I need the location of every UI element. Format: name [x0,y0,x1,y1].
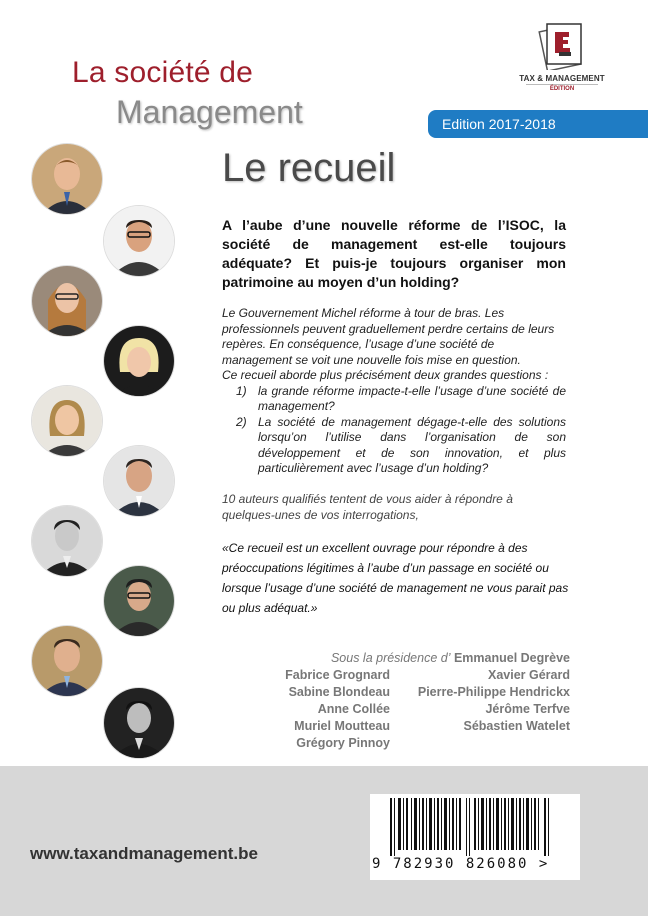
list-item: 2) La société de management dégage-t-elle des solutions lorsqu’on l’utilise dans l’organisation de son développement et de son innovation, et plus particulièrement avec l’usage d’un holding? [236,414,566,475]
authors-right-column [398,667,570,752]
author-portrait [32,386,102,456]
isbn-number: 9 782930 826080 > [372,856,550,872]
quote: «Ce recueil est un excellent ouvrage pour répondre à des préoccupations légitimes à l’aube d’un passage en société ou lorsque l’usage d’une société de management ne vous parait pas ou plus adéquat.» [222,541,569,615]
author-name: Pierre-Philippe Hendrickx [417,685,570,699]
barcode-icon [370,794,580,856]
author-portrait [32,144,102,214]
author-portrait [104,566,174,636]
list-item: 1) la grande réforme impacte-t-elle l’usage d’une société de management? [236,383,566,413]
cover-title-line1: La société de [72,56,254,89]
authors-left-column [270,667,390,752]
author-portrait [32,626,102,696]
publisher-logo-icon [537,18,587,70]
publisher-logo [512,18,612,92]
presidency-label: Sous la présidence d’ [330,651,451,665]
author-name: Jérôme Terfve [485,702,570,716]
body-intro: Le Gouvernement Michel réforme à tour de bras. Les professionnels peuvent graduellement perdre certains de leurs repères. En conséquence, l’usage d’une société de management se voit une nouvelle fois mise en question. [222,306,555,367]
author-portrait [104,688,174,758]
questions-list [222,384,566,477]
author-name: Xavier Gérard [488,668,570,682]
presidency-line [270,650,570,667]
authors-list [270,650,570,752]
author-portrait [104,446,174,516]
author-portrait [32,266,102,336]
website-url: www.taxandmanagement.be [30,844,258,863]
edition-badge: Edition 2017-2018 [428,110,648,138]
publisher-logo-sub: ÉDITION [526,84,598,92]
cover-subtitle: Le recueil [222,146,396,190]
lead-question: A l’aube d’une nouvelle réforme de l’ISOC, la société de management est-elle toujours adéquate? Et puis-je toujours organiser mon patrimoine au moyen d’un holding? [222,217,566,290]
author-name: Anne Collée [317,702,390,716]
body-text [222,306,566,477]
author-portrait [32,506,102,576]
questions-intro: Ce recueil aborde plus précisément deux grandes questions : [222,368,549,382]
publisher-logo-name: TAX & MANAGEMENT [519,74,605,83]
author-name: Sabine Blondeau [288,685,390,699]
author-name: Sébastien Watelet [463,719,570,733]
authors-intro: 10 auteurs qualifiés tentent de vous aider à répondre à quelques-unes de vos interrogations, [222,492,513,522]
author-name: Grégory Pinnoy [296,736,390,750]
president-name: Emmanuel Degrève [453,651,570,665]
author-portrait [104,206,174,276]
author-name: Muriel Moutteau [294,719,390,733]
author-name: Fabrice Grognard [285,668,390,682]
author-portrait [104,326,174,396]
cover-title-line2: Management [116,94,303,130]
